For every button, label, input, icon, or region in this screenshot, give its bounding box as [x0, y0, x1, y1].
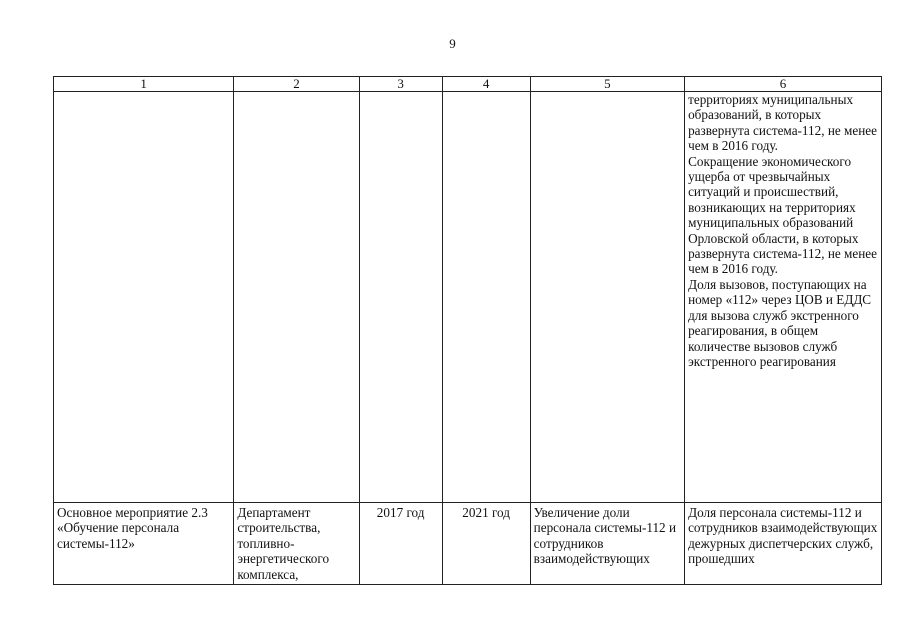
table-row-activity-2-3 [54, 503, 882, 585]
cell-executor: Департамент строительства, топливно-энергетического комплекса, [234, 503, 359, 585]
column-header-3: 3 [359, 77, 442, 92]
cell-start-year [359, 92, 442, 503]
cell-expected-result: Увеличение доли персонала системы-112 и сотрудников взаимодействующих [530, 503, 684, 585]
header-row [54, 77, 882, 92]
cell-activity [54, 92, 234, 503]
program-table [53, 76, 882, 585]
indicator-paragraph: Доля вызовов, поступающих на номер «112» через ЦОВ и ЕДДС для вызова служб экстренного реагирования, в общем количестве вызовов служб экстренного реагирования [688, 276, 872, 369]
cell-start-year: 2017 год [359, 503, 442, 585]
indicator-paragraph: территориях муниципальных образований, в которых развернута система-112, не менее чем в 2016 году. [688, 92, 877, 154]
column-header-5: 5 [530, 77, 684, 92]
cell-activity: Основное мероприятие 2.3 «Обучение персонала системы-112» [54, 503, 234, 585]
cell-end-year [442, 92, 530, 503]
indicator-paragraph: Сокращение экономического ущерба от чрезвычайных ситуаций и происшествий, возникающих на территориях муниципальных образований Орловской области, в которых развернута система-112, не менее чем в 2016 году. [688, 153, 877, 277]
column-header-4: 4 [442, 77, 530, 92]
column-header-2: 2 [234, 77, 359, 92]
table-row-continuation [54, 92, 882, 503]
column-header-1: 1 [54, 77, 234, 92]
cell-executor [234, 92, 359, 503]
cell-indicators [685, 92, 882, 503]
cell-expected-result [530, 92, 684, 503]
cell-end-year: 2021 год [442, 503, 530, 585]
page-number: 9 [449, 36, 456, 51]
cell-indicators: Доля персонала системы-112 и сотрудников взаимодействующих дежурных диспетчерских служб, прошедших [685, 503, 882, 585]
column-header-6: 6 [685, 77, 882, 92]
